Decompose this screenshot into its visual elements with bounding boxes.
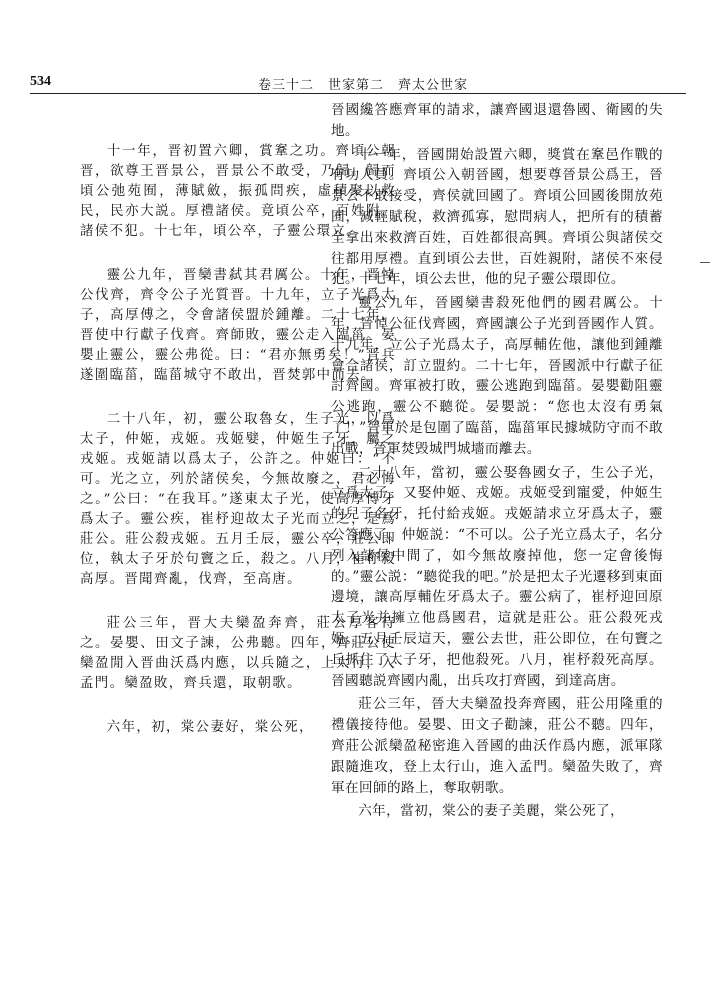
translation-paragraph: 二十八年，當初，靈公娶魯國女子，生公子光，立爲太子。又娶仲姬、戎姬。戎姬受到寵愛，仲姬生的兒子名牙，托付給戎姬。戎姬請求立牙爲太子，靈公答應了。仲姬説：“不可以。公子光立爲太子，名分列入諸侯中間了，如今無故廢掉他，您一定會後悔的。”靈公説：“聽從我的吧。”於是把太子光遷移到東面邊境，讓高厚輔佐牙爲太子。靈公病了，崔杼迎回原太子光并擁立他爲國君，這就是莊公。莊公殺死戎姬。五月壬辰這天，靈公去世，莊公即位，在句竇之丘抓住了太子牙，把他殺死。八月，崔杼殺死高厚。晉國聽説齊國内亂，出兵攻打齊國，到達高唐。 bbox=[331, 464, 663, 689]
classical-paragraph: 靈公九年，晋欒書弑其君厲公。十年，晋悼公伐齊，齊令公子光質晋。十九年，立子光爲太子，高厚傅之，令會諸侯盟於鍾離。二十七年，晋使中行獻子伐齊。齊師敗，靈公走入臨菑。晏嬰止靈公，靈公弗從。曰：“君亦無勇矣！”晋兵遂圍臨菑，臨菑城守不敢出，晋焚郭中而去。 bbox=[80, 268, 396, 383]
translation-paragraph: 十一年，晉國開始設置六卿，獎賞在鞌邑作戰的有功人員。齊頃公入朝晉國，想要尊晉景公爲王，晉景公不敢接受，齊侯就回國了。齊頃公回國後開放苑囿，減輕賦稅，救濟孤寡，慰問病人，把所有的積蓄全拿出來救濟百姓，百姓都很高興。齊頃公與諸侯交往都用厚禮。直到頃公去世，百姓親附，諸侯不來侵犯。十七年，頃公去世，他的兒子靈公環即位。 bbox=[331, 146, 663, 288]
header-rule bbox=[30, 93, 686, 94]
classical-paragraph: 十一年，晋初置六卿，賞鞌之功。齊頃公朝晋，欲尊王晋景公，晋景公不敢受，乃歸。歸而頃公弛苑囿，薄賦斂，振孤問疾，虛積聚以救民，民亦大説。厚禮諸侯。竟頃公卒，百姓附，諸侯不犯。十七年，頃公卒，子靈公環立。 bbox=[80, 144, 396, 239]
modern-translation-column bbox=[331, 100, 663, 990]
classical-paragraph: 莊公三年，晋大夫欒盈奔齊，莊公厚客待之。晏嬰、田文子諫，公弗聽。四年，齊莊公使欒盈閒入晋曲沃爲内應，以兵隨之，上太行，入孟門。欒盈敗，齊兵還，取朝歌。 bbox=[80, 616, 396, 691]
translation-paragraph: 六年，當初，棠公的妻子美麗，棠公死了， bbox=[358, 803, 625, 820]
page-number: 534 bbox=[30, 74, 51, 89]
running-header: 卷三十二 世家第二 齊太公世家 bbox=[258, 78, 469, 93]
margin-mark bbox=[700, 262, 710, 263]
translation-paragraph: 莊公三年，晉大夫欒盈投奔齊國，莊公用隆重的禮儀接待他。晏嬰、田文子勸諫，莊公不聽。四年，齊莊公派欒盈秘密進入晉國的曲沃作爲内應，派軍隊跟隨進攻，登上太行山，進入孟門。欒盈失敗了，齊軍在回師的路上，奪取朝歌。 bbox=[331, 696, 663, 796]
translation-paragraph: 晉國纔答應齊軍的請求，讓齊國退還魯國、衛國的失地。 bbox=[331, 102, 663, 139]
classical-paragraph: 二十八年，初，靈公取魯女，生子光，以爲太子，仲姬，戎姬。戎姬嬖，仲姬生子牙，屬之戎姬。戎姬請以爲太子，公許之。仲姬曰：“不可。光之立，列於諸侯矣，今無故廢之，君必悔之。”公曰：“在我耳。”遂東太子光，使高厚傅牙爲太子。靈公疾，崔杼迎故太子光而立之，是爲莊公。莊公殺戎姬。五月壬辰，靈公卒，莊公即位，執太子牙於句竇之丘，殺之。八月，崔杼殺高厚。晋聞齊亂，伐齊，至高唐。 bbox=[80, 412, 396, 587]
translation-paragraph: 靈公九年，晉國欒書殺死他們的國君厲公。十年，晉悼公征伐齊國，齊國讓公子光到晉國作人質。十九年，立公子光爲太子，高厚輔佐他，讓他到鍾離會合諸侯，訂立盟約。二十七年，晉國派中行獻子征討齊國。齊軍被打敗，靈公逃跑到臨菑。晏嬰勸阻靈公逃跑，靈公不聽從。晏嬰説：“您也太沒有勇氣了！”晉軍於是包圍了臨菑，臨菑軍民據城防守而不敢出戰，晉軍焚毁城門城墻而離去。 bbox=[331, 295, 663, 457]
classical-paragraph: 六年，初，棠公妻好，棠公死， bbox=[106, 720, 314, 735]
